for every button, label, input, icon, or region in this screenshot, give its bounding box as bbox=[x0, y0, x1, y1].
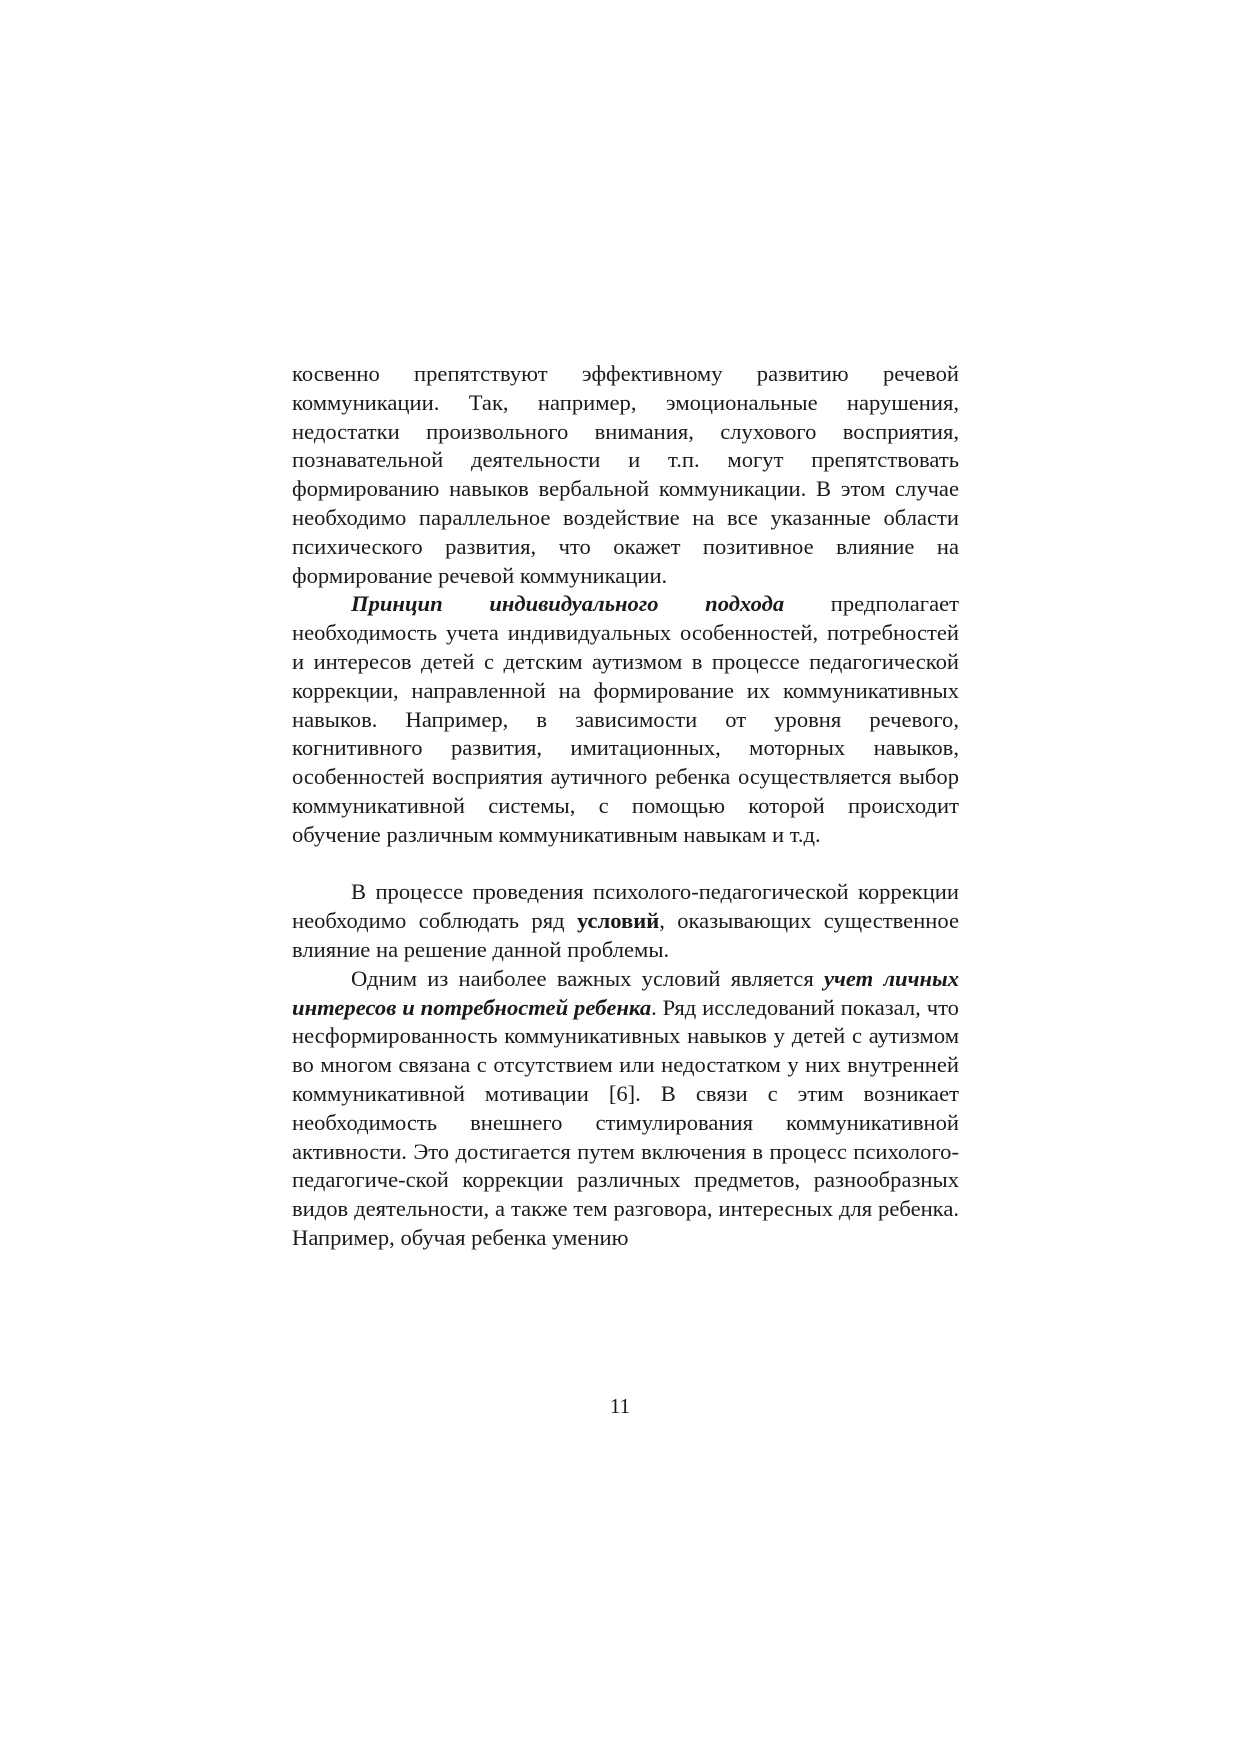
paragraph-4-text-end: . Ряд исследований показал, что несформированность коммуникативных навыков у детей с аутизмом во многом связана с отсутствием или недостатком у них внутренней коммуникативной мотивации [6]. В связи с этим возникает необходимость внешнего стимулирования коммуникативной активности. Это достигается путем включения в процесс психолого-педагогиче-ской коррекции различных предметов, разнообразных видов деятельности, а также тем разговора, интересных для ребенка. Например, обучая ребенка умению bbox=[292, 994, 959, 1250]
paragraph-3 bbox=[292, 878, 959, 964]
principle-term: Принцип индивидуального подхода bbox=[351, 591, 785, 617]
body-text bbox=[292, 360, 959, 1253]
paragraph-3-text-start: В процессе проведения психолого-педагогической коррекции необходимо соблюдать ряд bbox=[292, 879, 959, 934]
paragraph-3-text-end: , оказывающих существенное влияние на решение данной проблемы. bbox=[292, 908, 959, 962]
paragraph-2-text: предполагает необходимость учета индивидуальных особенностей, потребностей и интересов детей с детским аутизмом в процессе педагогической коррекции, направленной на формирование их коммуникативных навыков. Например, в зависимости от уровня речевого, когнитивного развития, имитационных, моторных навыков, особенностей восприятия аутичного ребенка осуществляется выбор коммуникативной системы, с помощью которой происходит обучение различным коммуникативным навыкам и т.д. bbox=[292, 591, 959, 847]
conditions-term: условий bbox=[576, 908, 660, 934]
paragraph-4-text-start: Одним из наиболее важных условий является bbox=[351, 965, 824, 991]
page-number: 11 bbox=[609, 1394, 631, 1418]
paragraph-2 bbox=[292, 590, 959, 849]
interests-term: учет личных интересов и потребностей ребенка bbox=[292, 965, 959, 1020]
paragraph-4 bbox=[292, 965, 959, 1253]
paragraph-1: косвенно препятствуют эффективному развитию речевой коммуникации. Так, например, эмоциональные нарушения, недостатки произвольного внимания, слухового восприятия, познавательной деятельности и т.п. могут препятствовать формированию навыков вербальной коммуникации. В этом случае необходимо параллельное воздействие на все указанные области психического развития, что окажет позитивное влияние на формирование речевой коммуникации. bbox=[292, 361, 959, 588]
